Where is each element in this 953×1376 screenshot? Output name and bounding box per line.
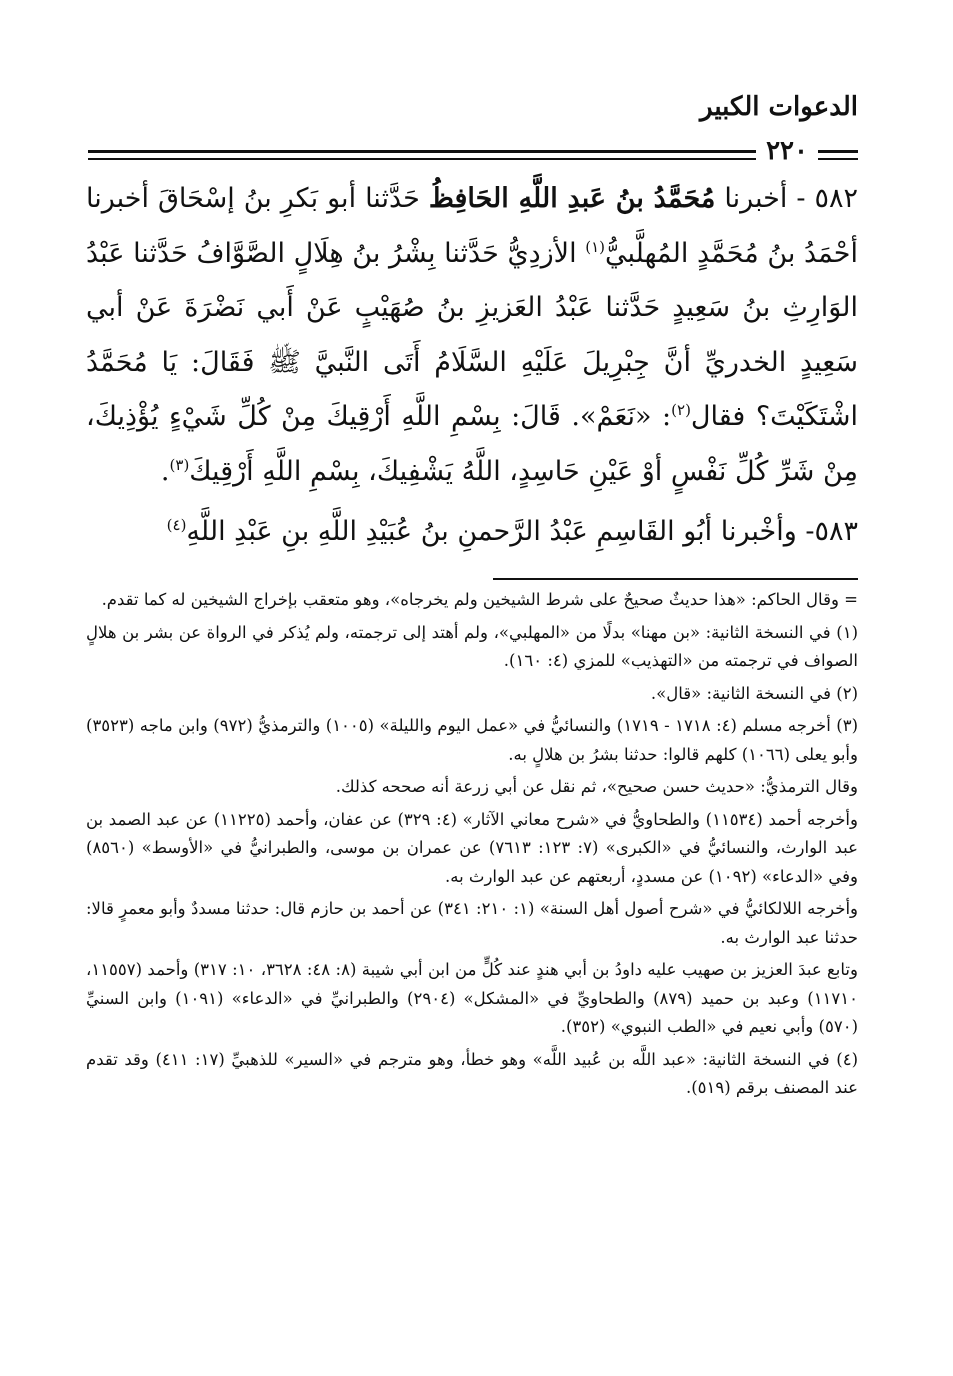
- hadith-583: [86, 505, 858, 560]
- footnote-ref-2: (٢): [671, 401, 691, 419]
- running-header: [88, 92, 858, 136]
- hadith-582-text: الأزدِيُّ حَدَّثنا بِشْرُ بنُ هِلَالٍ الصَّوَّافُ حَدَّثنا عَبْدُ الوَارِثِ بنُ سَعِيدٍ حَدَّثنا عَبْدُ العَزيزِ بنُ صُهَيْبٍ عَنْ أَبي نَضْرَةَ عَنْ أبي سَعِيدٍ الخدريِّ أنَّ جِبْرِيلَ عَلَيْهِ السَّلَامُ أَتَى النَّبيَّ ﷺ فَقَالَ: يَا مُحَمَّدُ اشْتَكَيْتَ؟ فقال: [86, 237, 858, 432]
- footnote-continuation: = وقال الحاكم: «هذا حديثٌ صحيحٌ على شرط الشيخين ولم يخرجاه»، وهو متعقب بإخراج الشيخين له كما تقدم.: [101, 590, 858, 609]
- hadith-582-narrator: مُحَمَّدُ بنُ عَبدِ اللَّهِ الحَافِظُ: [428, 183, 716, 214]
- footnote-3-para-4: وأخرجه اللالكائيُّ في «شرح أصول أهل السنة» (١: ٢١٠: ٣٤١) عن أحمد بن حازم قال: حدثنا مسددٌ وأبو معمرٍ قالا: حدثنا عبد الوارث به.: [86, 899, 858, 947]
- hadith-582: [86, 172, 858, 499]
- footnote-ref-3: (٣): [169, 455, 190, 474]
- footnote-4: (٤) في النسخة الثانية: «عبد اللَّه بن عُبيد اللَّه» وهو خطأ، وهو مترجم في «السير» للذهبيِّ (١٧: ٤١١) وقد تقدم عند المصنف برقم (٥١٩).: [86, 1049, 858, 1097]
- hadith-583-text: ٥٨٣- وأخْبرنا أبُو القَاسِمِ عَبْدُ الرَّحمنِ بنُ عُبَيْدِ اللَّهِ بنِ عَبْدِ اللَّهِ: [186, 516, 858, 547]
- footnote-2: (٢) في النسخة الثانية: «قال».: [650, 683, 858, 703]
- header-rule-thin: [88, 158, 858, 160]
- footnote-ref-4: (٤): [166, 516, 187, 534]
- book-title: الدعوات الكبير: [699, 92, 858, 122]
- hadith-582-number: ٥٨٢ - أخبرنا: [715, 183, 858, 214]
- footnote-ref-1: (١): [585, 237, 605, 256]
- footnote-3: (٣) أخرجه مسلم (٤: ١٧١٨ - ١٧١٩) والنسائيُّ في «عمل اليوم والليلة» (١٠٠٥) والترمذيُّ (٩٧٢) وابن ماجه (٣٥٢٣) وأبو يعلى (١٠٦٦) كلهم قالوا: حدثنا بشرُ بن هلالٍ به.: [86, 716, 858, 764]
- footnotes: [86, 586, 858, 1107]
- hadith-582-chain: حَدَّثنا أبو بَكرِ بنُ إسْحَاقَ أخبرنا أحْمَدُ بنُ مُحَمَّدٍ المُهلَّبيُّ: [86, 183, 858, 269]
- main-text: [86, 172, 858, 560]
- footnote-3-para-2: وقال الترمذيُّ: «حديث حسن صحيح»، ثم نقل عن أبي زرعة أنه صححه كذلك.: [335, 777, 858, 796]
- hadith-582-text-cont: : «نَعَمْ». قَالَ: بِسْمِ اللَّهِ أَرْقِيكَ مِنْ كُلِّ شَيْءٍ يُؤْذِيكَ، مِنْ شَرِّ كُلِّ نَفْسٍ أوْ عَيْنِ حَاسِدٍ، اللَّهُ يَشْفِيكَ، بِسْمِ اللَّهِ أَرْقِيكَ: [86, 401, 858, 487]
- footnote-separator: [493, 578, 858, 580]
- header-rule-thick: [88, 150, 858, 153]
- header-rule: [88, 150, 858, 164]
- page-number: ٢٢٠: [756, 136, 818, 166]
- footnote-1: (١) في النسخة الثانية: «بن مهنا» بدلًا من «المهلبي»، ولم أهتد إلى ترجمته، ولم يُذكر في الرواة عن بشر بن هلالٍ الصواف في ترجمته من «التهذيب» للمزي (٤: ١٦٠).: [86, 622, 858, 670]
- hadith-582-end: .: [160, 455, 170, 487]
- footnote-3-para-3: وأخرجه أحمد (١١٥٣٤) والطحاويُّ في «شرح معاني الآثار» (٤: ٣٢٩) عن عفان، وأحمد (١١٢٢٥) عن عبد الصمد بن عبد الوارث، والنسائيُّ في «الكبرى» (٧: ١٢٣: ٧٦١٣) عن عمران بن موسى، والطبرانيُّ في «الأوسط» (٨٥٦٠) وفي «الدعاء» (١٠٩٢) عن مسددٍ، أربعتهم عن عبد الوارث به.: [86, 809, 858, 886]
- footnote-3-para-5: وتابع عبدَ العزيز بن صهيب عليه داودُ بن أبي هندٍ عند كُلٍّ من ابن أبي شيبة (٨: ٤٨: ٣٦٢٨، ١٠: ٣١٧) وأحمد (١١٥٥٧، ١١٧١٠) وعبد بن حميد (٨٧٩) والطحاويِّ في «المشكل» (٢٩٠٤) والطبرانيِّ في «الدعاء» (١٠٩١) وابن السنيِّ (٥٧٠) وأبي نعيم في «الطب النبوي» (٣٥٢).: [86, 960, 858, 1036]
